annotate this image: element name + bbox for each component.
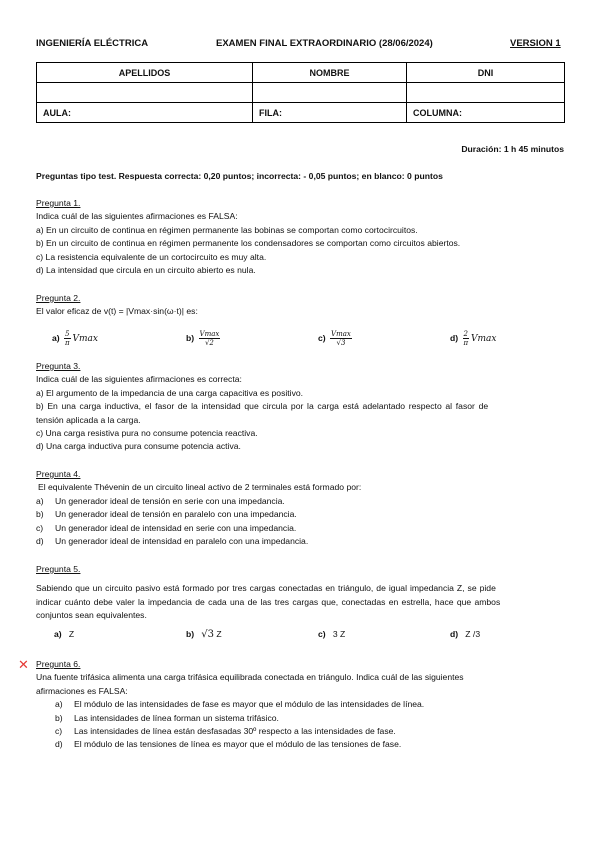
question-title: Pregunta 2. — [36, 293, 81, 303]
question-title: Pregunta 6. — [36, 659, 81, 669]
option-label: d) — [55, 739, 63, 750]
option-label: c) — [55, 726, 63, 737]
question-title: Pregunta 4. — [36, 469, 81, 479]
option-c[interactable] — [318, 330, 354, 347]
question-title: Pregunta 5. — [36, 564, 81, 574]
subject-title: INGENIERÍA ELÉCTRICA — [36, 38, 149, 49]
apellidos-field[interactable] — [37, 83, 253, 103]
apellidos-header: APELLIDOS — [37, 63, 253, 83]
option-label: a) — [36, 495, 44, 506]
question-stem: El equivalente Thévenin de un circuito lineal activo de 2 terminales está formado por: — [38, 482, 362, 493]
option-label: c) — [318, 332, 326, 343]
option-text: El módulo de las tensiones de línea es mayor que el módulo de las tensiones de fase. — [74, 739, 402, 750]
numerator: 2 — [463, 330, 468, 338]
question-5 — [36, 563, 564, 623]
option-a[interactable]: a) El argumento de la impedancia de una carga capacitiva es positivo. — [36, 387, 304, 398]
option-a[interactable] — [36, 495, 564, 508]
question-stem: Sabiendo que un circuito pasivo está formado por tres cargas conectadas en triángulo, de igual impedancia Z, se pide — [36, 583, 496, 594]
fraction — [64, 330, 70, 347]
option-d[interactable] — [450, 629, 480, 639]
option-label: d) — [450, 629, 459, 639]
exam-title: EXAMEN FINAL EXTRAORDINARIO (28/06/2024) — [216, 38, 433, 49]
option-label: b) — [186, 332, 195, 343]
option-text: Z /3 — [465, 629, 481, 639]
denominator: √3 — [336, 339, 346, 347]
option-b-continued[interactable]: tensión aplicada a la carga. — [36, 414, 141, 425]
fraction — [199, 330, 221, 347]
question-stem: conjuntos sean equivalentes. — [36, 610, 147, 621]
option-a[interactable]: a) En un circuito de continua en régimen permanente las bobinas se comportan como cortocircuitos. — [36, 224, 418, 235]
option-c[interactable] — [36, 522, 564, 535]
dni-field[interactable] — [407, 83, 565, 103]
vmax-term: Vmax — [470, 333, 497, 344]
question-stem: Una fuente trifásica alimenta una carga trifásica equilibrada conectada en triángulo. Indica cuál de las siguientes — [36, 672, 464, 683]
numerator: Vmax — [331, 330, 351, 338]
option-label: b) — [55, 712, 63, 723]
option-c[interactable]: c) Una carga resistiva pura no consume potencia reactiva. — [36, 428, 258, 439]
columna-field[interactable]: COLUMNA: — [407, 103, 565, 123]
option-b[interactable]: b) En un circuito de continua en régimen permanente los condensadores se comportan como circuitos abiertos. — [36, 238, 461, 249]
duration: Duración: 1 h 45 minutos — [461, 144, 564, 154]
fraction — [463, 330, 469, 347]
option-d[interactable]: d) La intensidad que circula en un circuito abierto es nula. — [36, 265, 256, 276]
sqrt-3: √3 — [201, 629, 215, 640]
denominator: π — [64, 339, 70, 347]
question-2 — [36, 292, 564, 319]
option-c[interactable] — [55, 725, 564, 738]
option-b[interactable] — [36, 508, 564, 521]
denominator: √2 — [204, 339, 214, 347]
option-text: Z — [216, 629, 222, 639]
option-c[interactable] — [318, 629, 345, 639]
question-title: Pregunta 1. — [36, 198, 81, 208]
question-stem: indicar cuánto debe valer la impedancia de cada una de las tres cargas que, conectadas en estrella, hace que ambos — [36, 596, 501, 607]
option-label: c) — [318, 629, 326, 639]
option-d[interactable]: d) Una carga inductiva pura consume potencia activa. — [36, 441, 241, 452]
option-b[interactable]: b) En una carga inductiva, el fasor de la intensidad que circula por la carga está adelantado respecto al fasor de — [36, 401, 489, 412]
option-text: Un generador ideal de tensión en serie con una impedancia. — [55, 495, 285, 506]
option-label: d) — [36, 536, 44, 547]
option-d[interactable] — [36, 535, 564, 548]
question-1 — [36, 197, 564, 277]
wrong-answer-mark-icon: ✕ — [18, 657, 29, 672]
vmax-term: Vmax — [72, 333, 98, 344]
option-a[interactable] — [55, 698, 564, 711]
dni-header: DNI — [407, 63, 565, 83]
option-text: El módulo de las intensidades de fase es mayor que el módulo de las intensidades de línea. — [74, 699, 425, 710]
option-label: a) — [55, 699, 63, 710]
question-4 — [36, 468, 564, 548]
instructions: Preguntas tipo test. Respuesta correcta: 0,20 puntos; incorrecta: - 0,05 puntos; en blanco: 0 puntos — [36, 171, 443, 181]
nombre-header: NOMBRE — [253, 63, 407, 83]
numerator: Vmax — [199, 330, 220, 338]
fraction — [330, 330, 352, 347]
option-text: Las intensidades de línea están desfasadas 30º respecto a las intensidades de fase. — [74, 726, 396, 737]
identification-table — [36, 62, 565, 123]
option-label: b) — [186, 629, 195, 639]
option-b[interactable] — [186, 330, 222, 347]
option-text: Un generador ideal de intensidad en serie con una impedancia. — [55, 522, 297, 533]
option-a[interactable] — [54, 629, 74, 639]
option-b[interactable] — [186, 629, 222, 640]
option-text: Las intensidades de línea forman un sistema trifásico. — [74, 712, 279, 723]
option-text: Un generador ideal de tensión en paralelo con una impedancia. — [55, 509, 297, 520]
option-label: d) — [450, 332, 459, 343]
question-6 — [36, 658, 564, 752]
option-d[interactable] — [55, 738, 564, 751]
option-label: a) — [52, 332, 60, 343]
option-d[interactable] — [450, 330, 496, 347]
question-title: Pregunta 3. — [36, 361, 81, 371]
question-stem: El valor eficaz de v(t) = |Vmax·sin(ω·t)| es: — [36, 306, 198, 317]
option-text: 3 Z — [332, 629, 346, 639]
version-label: VERSION 1 — [510, 38, 561, 49]
option-text: Un generador ideal de intensidad en paralelo con una impedancia. — [55, 536, 309, 547]
fila-field[interactable]: FILA: — [253, 103, 407, 123]
aula-field[interactable]: AULA: — [37, 103, 253, 123]
option-a[interactable] — [52, 330, 98, 347]
option-c[interactable]: c) La resistencia equivalente de un cortocircuito es muy alta. — [36, 251, 267, 262]
option-label: b) — [36, 509, 44, 520]
question-stem: Indica cuál de las siguientes afirmaciones es FALSA: — [36, 211, 238, 222]
option-label: a) — [54, 629, 62, 639]
question-3 — [36, 360, 564, 454]
numerator: 5 — [65, 330, 70, 338]
option-label: c) — [36, 522, 44, 533]
option-text: Z — [68, 629, 75, 639]
question-stem: Indica cuál de las siguientes afirmaciones es correcta: — [36, 374, 242, 385]
denominator: π — [463, 339, 469, 347]
option-b[interactable] — [55, 712, 564, 725]
question-stem: afirmaciones es FALSA: — [36, 685, 128, 696]
nombre-field[interactable] — [253, 83, 407, 103]
